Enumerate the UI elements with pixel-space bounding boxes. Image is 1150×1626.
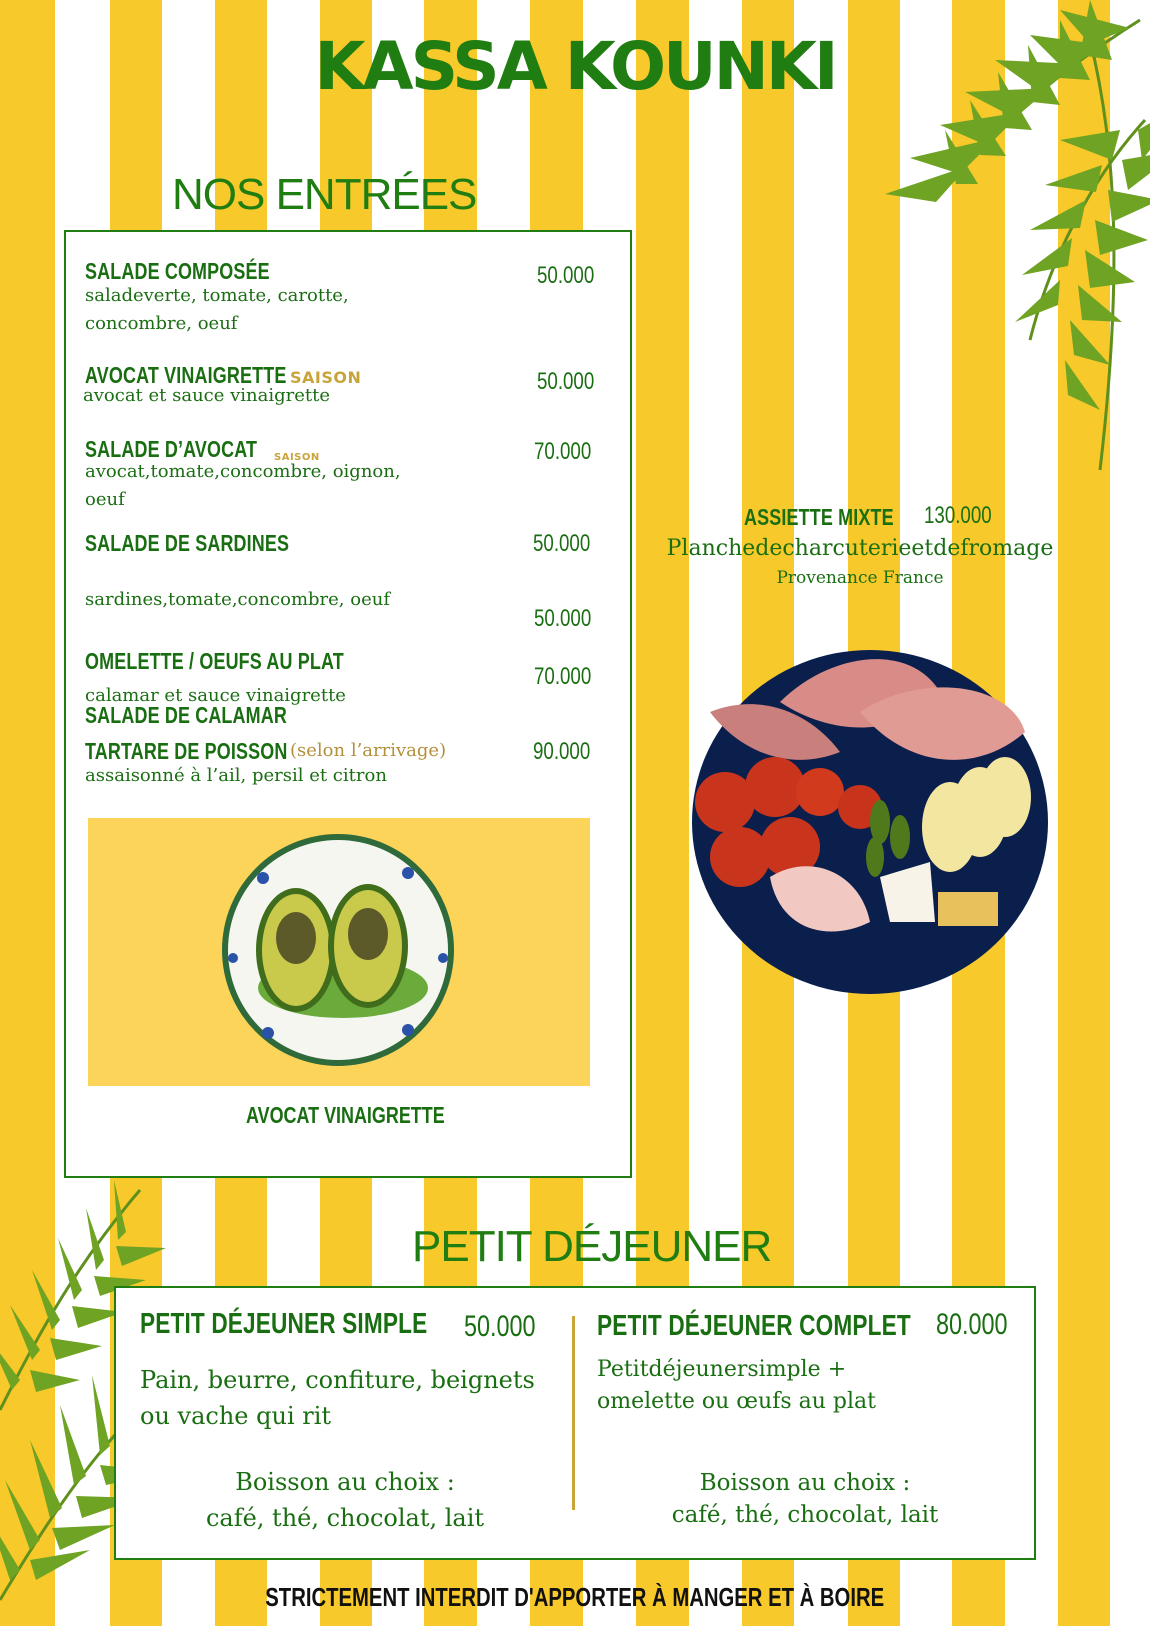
dish-name: ASSIETTE MIXTE bbox=[744, 504, 894, 530]
breakfast-divider bbox=[572, 1316, 575, 1510]
restaurant-title: KASSA KOUNKI bbox=[314, 28, 836, 105]
dish-price: 50.000 bbox=[533, 530, 591, 557]
dish-name: AVOCAT VINAIGRETTE bbox=[85, 362, 287, 388]
drink-choice-options: café, thé, chocolat, lait bbox=[205, 1504, 485, 1532]
season-tag: SAISON bbox=[290, 368, 362, 387]
dish-description: saladeverte, tomate, carotte, bbox=[85, 285, 349, 306]
dish-name: PETIT DÉJEUNER SIMPLE bbox=[140, 1308, 428, 1340]
dish-description: Petitdéjeunersimple + bbox=[597, 1357, 847, 1382]
dish-description: assaisonné à l’ail, persil et citron bbox=[85, 765, 387, 786]
dish-price: 50.000 bbox=[464, 1310, 536, 1343]
avocado-photo bbox=[88, 818, 590, 1086]
dish-description: avocat et sauce vinaigrette bbox=[83, 385, 331, 406]
photo-caption: AVOCAT VINAIGRETTE bbox=[246, 1102, 445, 1128]
section-title-breakfast: PETIT DÉJEUNER bbox=[412, 1222, 772, 1271]
dish-origin: Provenance France bbox=[776, 568, 944, 588]
dish-price: 80.000 bbox=[936, 1308, 1008, 1341]
dish-description: calamar et sauce vinaigrette bbox=[85, 685, 346, 706]
dish-name: SALADE D’AVOCAT bbox=[85, 436, 258, 462]
arrival-note: (selon l’arrivage) bbox=[290, 740, 447, 761]
dish-description: concombre, oeuf bbox=[85, 313, 238, 334]
dish-description: oeuf bbox=[85, 489, 125, 510]
dish-description: Pain, beurre, confiture, beignets bbox=[140, 1366, 535, 1394]
dish-price: 50.000 bbox=[534, 605, 592, 632]
dish-price: 70.000 bbox=[534, 663, 592, 690]
footer-notice-text: STRICTEMENT INTERDIT D'APPORTER À MANGER ET À BOIRE bbox=[265, 1582, 885, 1612]
drink-choice-label: Boisson au choix : bbox=[699, 1470, 911, 1496]
dish-description: Planchedecharcuterieetdefromage bbox=[666, 536, 1054, 561]
dish-price: 50.000 bbox=[537, 262, 595, 289]
section-title-entrees: NOS ENTRÉES bbox=[172, 170, 477, 219]
season-tag: SAISON bbox=[274, 452, 320, 463]
drink-choice-options: café, thé, chocolat, lait bbox=[671, 1502, 939, 1528]
drink-choice-label: Boisson au choix : bbox=[235, 1468, 455, 1496]
dish-description: ou vache qui rit bbox=[140, 1402, 332, 1430]
dish-name: SALADE DE CALAMAR bbox=[85, 702, 287, 728]
dish-name: PETIT DÉJEUNER COMPLET bbox=[597, 1310, 911, 1342]
dish-price: 90.000 bbox=[533, 738, 591, 765]
dish-price: 70.000 bbox=[534, 438, 592, 465]
dish-name: SALADE DE SARDINES bbox=[85, 530, 290, 556]
dish-description: avocat,tomate,concombre, oignon, bbox=[85, 461, 401, 482]
dish-description: sardines,tomate,concombre, oeuf bbox=[85, 589, 390, 610]
dish-price: 130.000 bbox=[924, 502, 992, 529]
footer-notice bbox=[0, 1582, 1150, 1613]
charcuterie-plate-icon bbox=[680, 622, 1060, 1002]
dish-price: 50.000 bbox=[537, 368, 595, 395]
dish-name: SALADE COMPOSÉE bbox=[85, 258, 270, 284]
dish-name: TARTARE DE POISSON bbox=[85, 738, 288, 764]
avocado-plate-icon bbox=[88, 818, 590, 1086]
dish-name: OMELETTE / OEUFS AU PLAT bbox=[85, 648, 344, 674]
dish-description: omelette ou œufs au plat bbox=[597, 1389, 876, 1414]
